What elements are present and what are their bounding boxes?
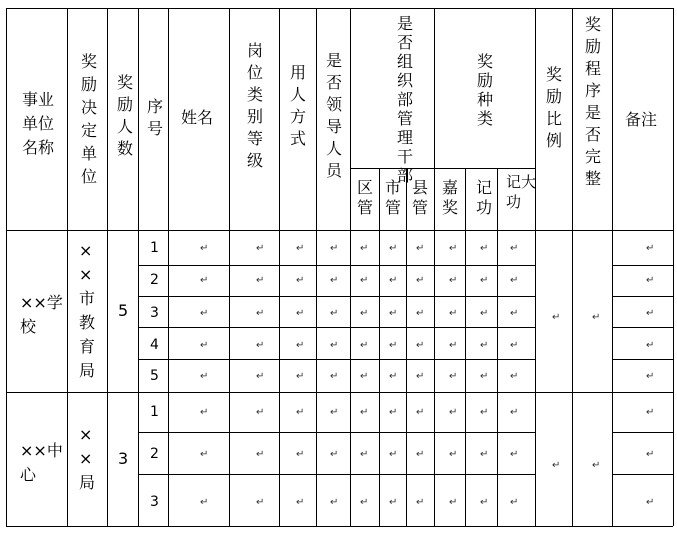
grid-line (168, 8, 169, 526)
paragraph-mark: ↵ (330, 275, 339, 286)
paragraph-mark: ↵ (449, 407, 458, 418)
grid-line (279, 8, 280, 526)
paragraph-mark: ↵ (480, 497, 489, 508)
header-district: 区管 (357, 178, 374, 217)
paragraph-mark: ↵ (330, 497, 339, 508)
header-commend: 嘉奖 (442, 178, 459, 217)
paragraph-mark: ↵ (416, 407, 425, 418)
paragraph-mark: ↵ (256, 371, 265, 382)
paragraph-mark: ↵ (389, 308, 398, 319)
grid-line (612, 432, 673, 433)
paragraph-mark: ↵ (510, 275, 519, 286)
paragraph-mark: ↵ (330, 243, 339, 254)
paragraph-mark: ↵ (330, 449, 339, 460)
paragraph-mark: ↵ (389, 340, 398, 351)
grid-line (229, 8, 230, 526)
paragraph-mark: ↵ (646, 275, 655, 286)
unit-name: ××中心 (20, 441, 63, 484)
grid-line (138, 432, 535, 433)
seq-number: 4 (150, 337, 159, 353)
seq-number: 2 (150, 446, 159, 462)
grid-line (138, 8, 139, 526)
header-merit: 记功 (476, 178, 493, 217)
paragraph-mark: ↵ (360, 407, 369, 418)
header-decision-unit: 奖励决定单位 (80, 52, 97, 186)
paragraph-mark: ↵ (449, 371, 458, 382)
paragraph-mark: ↵ (510, 340, 519, 351)
grid-line (673, 8, 674, 526)
paragraph-mark: ↵ (646, 340, 655, 351)
paragraph-mark: ↵ (256, 497, 265, 508)
paragraph-mark: ↵ (256, 308, 265, 319)
paragraph-mark: ↵ (200, 371, 209, 382)
paragraph-mark: ↵ (449, 243, 458, 254)
header-city: 市管 (385, 178, 402, 217)
paragraph-mark: ↵ (256, 407, 265, 418)
grid-line (612, 359, 673, 360)
paragraph-mark: ↵ (480, 407, 489, 418)
paragraph-mark: ↵ (296, 243, 305, 254)
header-org-cadre (352, 14, 432, 185)
paragraph-mark: ↵ (552, 312, 561, 323)
paragraph-mark: ↵ (360, 449, 369, 460)
grid-line (572, 8, 573, 526)
grid-line (350, 8, 351, 526)
paragraph-mark: ↵ (416, 308, 425, 319)
paragraph-mark: ↵ (360, 243, 369, 254)
grid-line (612, 327, 673, 328)
grid-line (497, 168, 498, 526)
paragraph-mark: ↵ (360, 497, 369, 508)
unit-name: ××学校 (20, 293, 63, 336)
paragraph-mark: ↵ (510, 371, 519, 382)
paragraph-mark: ↵ (200, 308, 209, 319)
award-count: 3 (118, 449, 129, 468)
paragraph-mark: ↵ (449, 275, 458, 286)
paragraph-mark: ↵ (200, 449, 209, 460)
paragraph-mark: ↵ (296, 407, 305, 418)
grid-line (138, 296, 535, 297)
paragraph-mark: ↵ (510, 407, 519, 418)
paragraph-mark: ↵ (389, 243, 398, 254)
header-remarks: 备注 (625, 110, 658, 129)
decision-unit: ××局 (79, 425, 96, 492)
paragraph-mark: ↵ (416, 275, 425, 286)
header-award-type: 奖励种类 (476, 52, 493, 128)
paragraph-mark: ↵ (389, 275, 398, 286)
grid-line (379, 168, 380, 526)
paragraph-mark: ↵ (330, 407, 339, 418)
paragraph-mark: ↵ (552, 460, 561, 471)
paragraph-mark: ↵ (480, 371, 489, 382)
paragraph-mark: ↵ (296, 308, 305, 319)
paragraph-mark: ↵ (592, 312, 601, 323)
paragraph-mark: ↵ (646, 243, 655, 254)
paragraph-mark: ↵ (360, 308, 369, 319)
header-is-leader: 是否领导人员 (325, 51, 342, 180)
header-ratio: 奖励比例 (545, 65, 562, 150)
paragraph-mark: ↵ (256, 275, 265, 286)
paragraph-mark: ↵ (200, 407, 209, 418)
grid-line (406, 168, 407, 526)
header-name: 姓名 (181, 108, 214, 127)
grid-line (316, 8, 317, 526)
paragraph-mark: ↵ (480, 308, 489, 319)
paragraph-mark: ↵ (296, 340, 305, 351)
grid-line (138, 327, 535, 328)
header-award-count: 奖励人数 (116, 73, 133, 158)
paragraph-mark: ↵ (449, 497, 458, 508)
paragraph-mark: ↵ (416, 449, 425, 460)
header-employment: 用人方式 (289, 63, 306, 148)
paragraph-mark: ↵ (389, 407, 398, 418)
grid-line (612, 265, 673, 266)
paragraph-mark: ↵ (296, 275, 305, 286)
paragraph-mark: ↵ (200, 243, 209, 254)
seq-number: 2 (150, 272, 159, 288)
paragraph-mark: ↵ (330, 340, 339, 351)
paragraph-mark: ↵ (416, 497, 425, 508)
paragraph-mark: ↵ (389, 371, 398, 382)
paragraph-mark: ↵ (296, 449, 305, 460)
paragraph-mark: ↵ (480, 449, 489, 460)
paragraph-mark: ↵ (330, 308, 339, 319)
paragraph-mark: ↵ (360, 275, 369, 286)
grid-line (350, 168, 535, 169)
paragraph-mark: ↵ (256, 243, 265, 254)
paragraph-mark: ↵ (592, 460, 601, 471)
seq-number: 1 (150, 404, 159, 420)
decision-unit: ××市教育局 (79, 241, 96, 380)
paragraph-mark: ↵ (296, 497, 305, 508)
paragraph-mark: ↵ (646, 371, 655, 382)
paragraph-mark: ↵ (416, 243, 425, 254)
paragraph-mark: ↵ (296, 371, 305, 382)
grid-line (6, 8, 7, 526)
grid-line (6, 526, 673, 527)
header-org-cadre-col-a: 是否组织部管理干部 (396, 14, 413, 185)
grid-line (107, 8, 108, 526)
paragraph-mark: ↵ (360, 371, 369, 382)
seq-number: 5 (150, 368, 159, 384)
award-count: 5 (118, 301, 129, 320)
grid-line (612, 8, 613, 526)
grid-line (535, 8, 536, 526)
paragraph-mark: ↵ (480, 243, 489, 254)
header-procedure-complete: 奖励程序是否完整 (584, 15, 601, 188)
header-unit-name: 事业单位名称 (21, 90, 54, 157)
paragraph-mark: ↵ (389, 497, 398, 508)
paragraph-mark: ↵ (416, 371, 425, 382)
paragraph-mark: ↵ (449, 308, 458, 319)
paragraph-mark: ↵ (389, 449, 398, 460)
header-great-merit: 记大功 (506, 173, 537, 211)
grid-line (612, 474, 673, 475)
paragraph-mark: ↵ (646, 497, 655, 508)
grid-line (138, 359, 535, 360)
paragraph-mark: ↵ (200, 340, 209, 351)
seq-number: 1 (150, 240, 159, 256)
paragraph-mark: ↵ (449, 449, 458, 460)
paragraph-mark: ↵ (510, 449, 519, 460)
paragraph-mark: ↵ (256, 340, 265, 351)
paragraph-mark: ↵ (510, 308, 519, 319)
paragraph-mark: ↵ (449, 340, 458, 351)
paragraph-mark: ↵ (510, 497, 519, 508)
grid-line (138, 474, 535, 475)
paragraph-mark: ↵ (480, 275, 489, 286)
header-post-grade: 岗位类别等级 (246, 41, 263, 170)
paragraph-mark: ↵ (646, 449, 655, 460)
paragraph-mark: ↵ (200, 497, 209, 508)
grid-line (434, 8, 435, 526)
seq-number: 3 (150, 494, 159, 510)
grid-line (612, 296, 673, 297)
grid-line (465, 168, 466, 526)
seq-number: 3 (150, 305, 159, 321)
paragraph-mark: ↵ (416, 340, 425, 351)
paragraph-mark: ↵ (256, 449, 265, 460)
paragraph-mark: ↵ (330, 371, 339, 382)
header-seq-no: 序号 (146, 97, 163, 138)
paragraph-mark: ↵ (646, 407, 655, 418)
grid-line (138, 265, 535, 266)
paragraph-mark: ↵ (360, 340, 369, 351)
paragraph-mark: ↵ (480, 340, 489, 351)
header-county: 县管 (412, 178, 429, 217)
paragraph-mark: ↵ (510, 243, 519, 254)
paragraph-mark: ↵ (200, 275, 209, 286)
paragraph-mark: ↵ (646, 308, 655, 319)
grid-line (67, 8, 68, 526)
